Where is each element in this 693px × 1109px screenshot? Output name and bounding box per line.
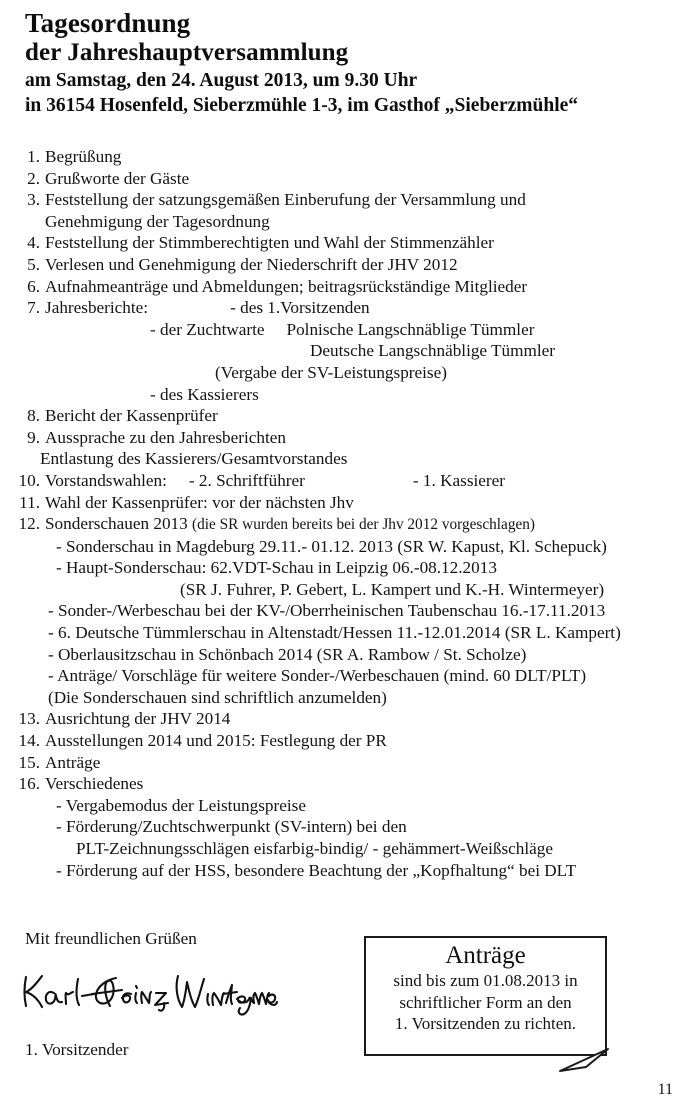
agenda-item-continuation: Entlastung des Kassierers/Gesamtvorstandes xyxy=(40,449,348,469)
callout-line-1: sind bis zum 01.08.2013 in xyxy=(393,971,578,990)
special-show-entry: - Oberlausitzschau in Schönbach 2014 (SR A. Rambow / St. Scholze) xyxy=(48,644,527,664)
agenda-item xyxy=(0,513,693,536)
agenda-item-text: Feststellung der Stimmberechtigten und Wahl der Stimmenzähler xyxy=(45,233,494,253)
election-first-treasurer: - 1. Kassierer xyxy=(412,470,505,490)
agenda-item-number: 11. xyxy=(19,492,40,512)
agenda-item-number: 10. xyxy=(18,470,40,490)
breed-polish-longbeak: Polnische Langschnäblige Tümmler xyxy=(286,319,535,339)
agenda-item-number: 16. xyxy=(18,774,40,794)
agenda-item xyxy=(0,730,693,752)
signature xyxy=(18,965,278,1017)
agenda-item-number: 2. xyxy=(27,168,40,188)
agenda-item-number: 14. xyxy=(18,731,40,751)
agenda-item-number: 12. xyxy=(18,514,40,534)
agenda-item xyxy=(0,189,693,211)
callout-tail-icon xyxy=(556,1047,616,1077)
agenda-item xyxy=(0,470,693,492)
agenda-item-number: 15. xyxy=(18,752,40,772)
agenda-item xyxy=(0,773,693,795)
special-show-entry: - Haupt-Sonderschau: 62.VDT-Schau in Leipzig 06.-08.12.2013 xyxy=(56,558,497,578)
agenda-item xyxy=(0,708,693,730)
signer-role: 1. Vorsitzender xyxy=(25,1040,129,1059)
special-show-registration-note: (Die Sonderschauen sind schriftlich anzumelden) xyxy=(48,687,387,707)
agenda-item-text: Vorstandswahlen: xyxy=(45,470,167,490)
agenda-item-text: Aussprache zu den Jahresberichten xyxy=(45,427,287,447)
misc-entry: - Förderung/Zuchtschwerpunkt (SV-intern) bei den xyxy=(56,817,407,837)
agenda-item-number: 5. xyxy=(27,254,40,274)
agenda-item xyxy=(0,427,693,449)
agenda-item-number: 4. xyxy=(27,233,40,253)
agenda-item xyxy=(0,492,693,514)
special-show-entry: - Sonderschau in Magdeburg 29.11.- 01.12. 2013 (SR W. Kapust, Kl. Schepuck) xyxy=(56,536,607,556)
agenda-item-text: Ausrichtung der JHV 2014 xyxy=(45,709,231,729)
misc-entry: PLT-Zeichnungsschlägen eisfarbig-bindig/ - gehämmert-Weißschläge xyxy=(76,839,554,858)
report-chairman: - des 1.Vorsitzenden xyxy=(230,298,370,318)
agenda-item xyxy=(0,276,693,298)
agenda-item-number: 6. xyxy=(27,276,40,296)
misc-entry: - Vergabemodus der Leistungspreise xyxy=(56,795,306,815)
agenda-item xyxy=(0,168,693,190)
document-header xyxy=(25,8,685,118)
applications-callout xyxy=(364,936,607,1056)
special-show-entry: - 6. Deutsche Tümmlerschau in Altenstadt/Hessen 11.-12.01.2014 (SR L. Kampert) xyxy=(48,623,621,643)
breed-german-longbeak: Deutsche Langschnäblige Tümmler xyxy=(310,341,556,361)
agenda-item-text: Anträge xyxy=(45,752,101,772)
title-line-4: in 36154 Hosenfeld, Sieberzmühle 1-3, im Gasthof „Sieberzmühle“ xyxy=(25,95,579,116)
agenda-item xyxy=(0,146,693,168)
agenda-item-number: 8. xyxy=(27,406,40,426)
special-show-entry: - Anträge/ Vorschläge für weitere Sonder-/Werbeschauen (mind. 60 DLT/PLT) xyxy=(48,666,587,686)
page-number: 11 xyxy=(657,1081,673,1098)
title-line-3: am Samstag, den 24. August 2013, um 9.30 Uhr xyxy=(25,70,418,91)
callout-title: Anträge xyxy=(445,942,526,969)
agenda-item-number: 13. xyxy=(18,709,40,729)
agenda-item-text: Wahl der Kassenprüfer: vor der nächsten Jhv xyxy=(45,492,354,512)
agenda-item-number: 1. xyxy=(27,147,40,166)
special-shows-note: (die SR wurden bereits bei der Jhv 2012 vorgeschlagen) xyxy=(192,516,535,534)
agenda-item-text: Sonderschauen 2013 xyxy=(45,514,188,534)
agenda-item xyxy=(0,405,693,427)
agenda-item-number: 9. xyxy=(27,427,40,447)
performance-prize-note: (Vergabe der SV-Leistungspreise) xyxy=(215,362,447,382)
report-breeding-wardens-row xyxy=(150,319,693,341)
agenda-item-text: Ausstellungen 2014 und 2015: Festlegung der PR xyxy=(45,731,387,751)
agenda-item-number: 7. xyxy=(27,298,40,318)
title-line-1: Tagesordnung xyxy=(25,8,191,38)
election-second-secretary: - 2. Schriftführer xyxy=(188,470,305,490)
agenda-item xyxy=(0,297,693,319)
signature-icon xyxy=(18,965,278,1017)
agenda-item xyxy=(0,254,693,276)
agenda-item xyxy=(0,752,693,774)
closing-greeting: Mit freundlichen Grüßen xyxy=(25,929,197,948)
agenda-item xyxy=(0,232,693,254)
agenda-item-text: Verschiedenes xyxy=(45,774,144,794)
agenda-item-text: Jahresberichte: xyxy=(45,298,149,318)
special-show-judges: (SR J. Fuhrer, P. Gebert, L. Kampert und K.-H. Wintermeyer) xyxy=(180,579,605,599)
report-breeding-wardens: - der Zuchtwarte xyxy=(150,319,265,339)
report-treasurer: - des Kassierers xyxy=(150,384,259,404)
misc-entry: - Förderung auf der HSS, besondere Beachtung der „Kopfhaltung“ bei DLT xyxy=(56,860,577,880)
agenda-item-text: Begrüßung xyxy=(45,147,122,166)
agenda-item-continuation: Genehmigung der Tagesordnung xyxy=(45,211,270,231)
callout-line-2: schriftlicher Form an den xyxy=(399,992,572,1012)
callout-line-3: 1. Vorsitzenden zu richten. xyxy=(394,1014,577,1033)
agenda-item-text: Bericht der Kassenprüfer xyxy=(45,406,218,426)
title-line-2: der Jahreshauptversammlung xyxy=(25,39,349,66)
agenda-item-text: Feststellung der satzungsgemäßen Einberufung der Versammlung und xyxy=(45,190,526,210)
agenda-item-text: Verlesen und Genehmigung der Niederschrift der JHV 2012 xyxy=(45,254,458,274)
agenda-item-number: 3. xyxy=(27,190,40,210)
special-show-entry: - Sonder-/Werbeschau bei der KV-/Oberrheinischen Taubenschau 16.-17.11.2013 xyxy=(48,601,606,621)
agenda-item-text: Aufnahmeanträge und Abmeldungen; beitragsrückständige Mitglieder xyxy=(45,276,528,296)
agenda-list xyxy=(0,146,693,881)
agenda-item-text: Grußworte der Gäste xyxy=(45,168,190,188)
